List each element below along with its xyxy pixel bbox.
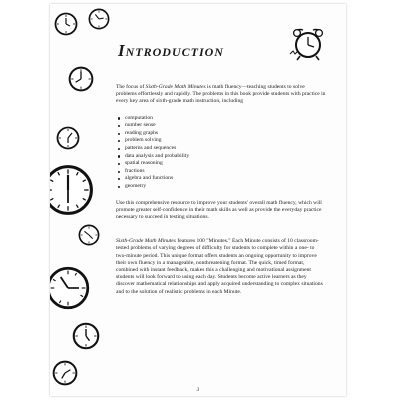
book-title: Sixth-Grade Math Minutes — [145, 84, 206, 90]
list-item: reading graphs — [118, 130, 326, 138]
list-item: patterns and sequences — [118, 145, 326, 153]
list-item: problem solving — [118, 137, 326, 145]
clock-icon — [68, 66, 94, 92]
list-item: data analysis and probability — [118, 153, 326, 161]
list-item: algebra and functions — [118, 175, 326, 183]
list-item: fractions — [118, 168, 326, 176]
clock-icon — [72, 322, 100, 350]
clock-icon — [52, 360, 78, 386]
list-item: number sense — [118, 122, 326, 130]
page-content — [116, 40, 326, 305]
skills-list — [118, 115, 326, 191]
clock-icon — [54, 12, 78, 36]
intro-paragraph — [116, 84, 326, 106]
clock-icon — [56, 126, 80, 150]
clock-icon — [78, 224, 100, 246]
clock-icon — [50, 164, 94, 216]
list-item: geometry — [118, 183, 326, 191]
intro-text-b: is math fluency—teaching students to solve problems effortlessly and rapidly. The problems in this book provide students with practice in every key area of sixth-grade math instruction, including — [116, 84, 326, 105]
book-title: Sixth-Grade Math Minutes — [116, 238, 176, 245]
page-number: 3 — [196, 388, 200, 393]
intro-text-a: The focus of — [116, 84, 146, 90]
fluency-paragraph: Use this comprehensive resource to improve your students' overall math fluency, which will promote greater self-confidence in their math skills as well as provide the everyday practice necessary to succeed in testing situations. — [116, 199, 322, 220]
features-text: features 100 "Minutes." Each Minute consists of 10 classroom-tested problems of varying degrees of difficulty for students to complete within a one- to two-minute period. This unique format offers students an ongoing opportunity to improve their own fluency in a manageable, nonthreatening format. The quick, timed format, combined with instant feedback, makes this a challenging and motivational assignment students will look forward to using each day. Students become active learners as they discover mathematical relationships and apply acquired understanding to complex situations and to the solution of realistic problems in each Minute. — [116, 238, 323, 295]
list-item: computation — [118, 115, 326, 123]
page-title: Introduction — [118, 41, 224, 60]
clock-icon — [88, 8, 110, 30]
list-item: spatial reasoning — [118, 160, 326, 168]
features-paragraph — [116, 238, 326, 296]
clock-icon — [50, 266, 90, 310]
document-page — [50, 4, 346, 396]
